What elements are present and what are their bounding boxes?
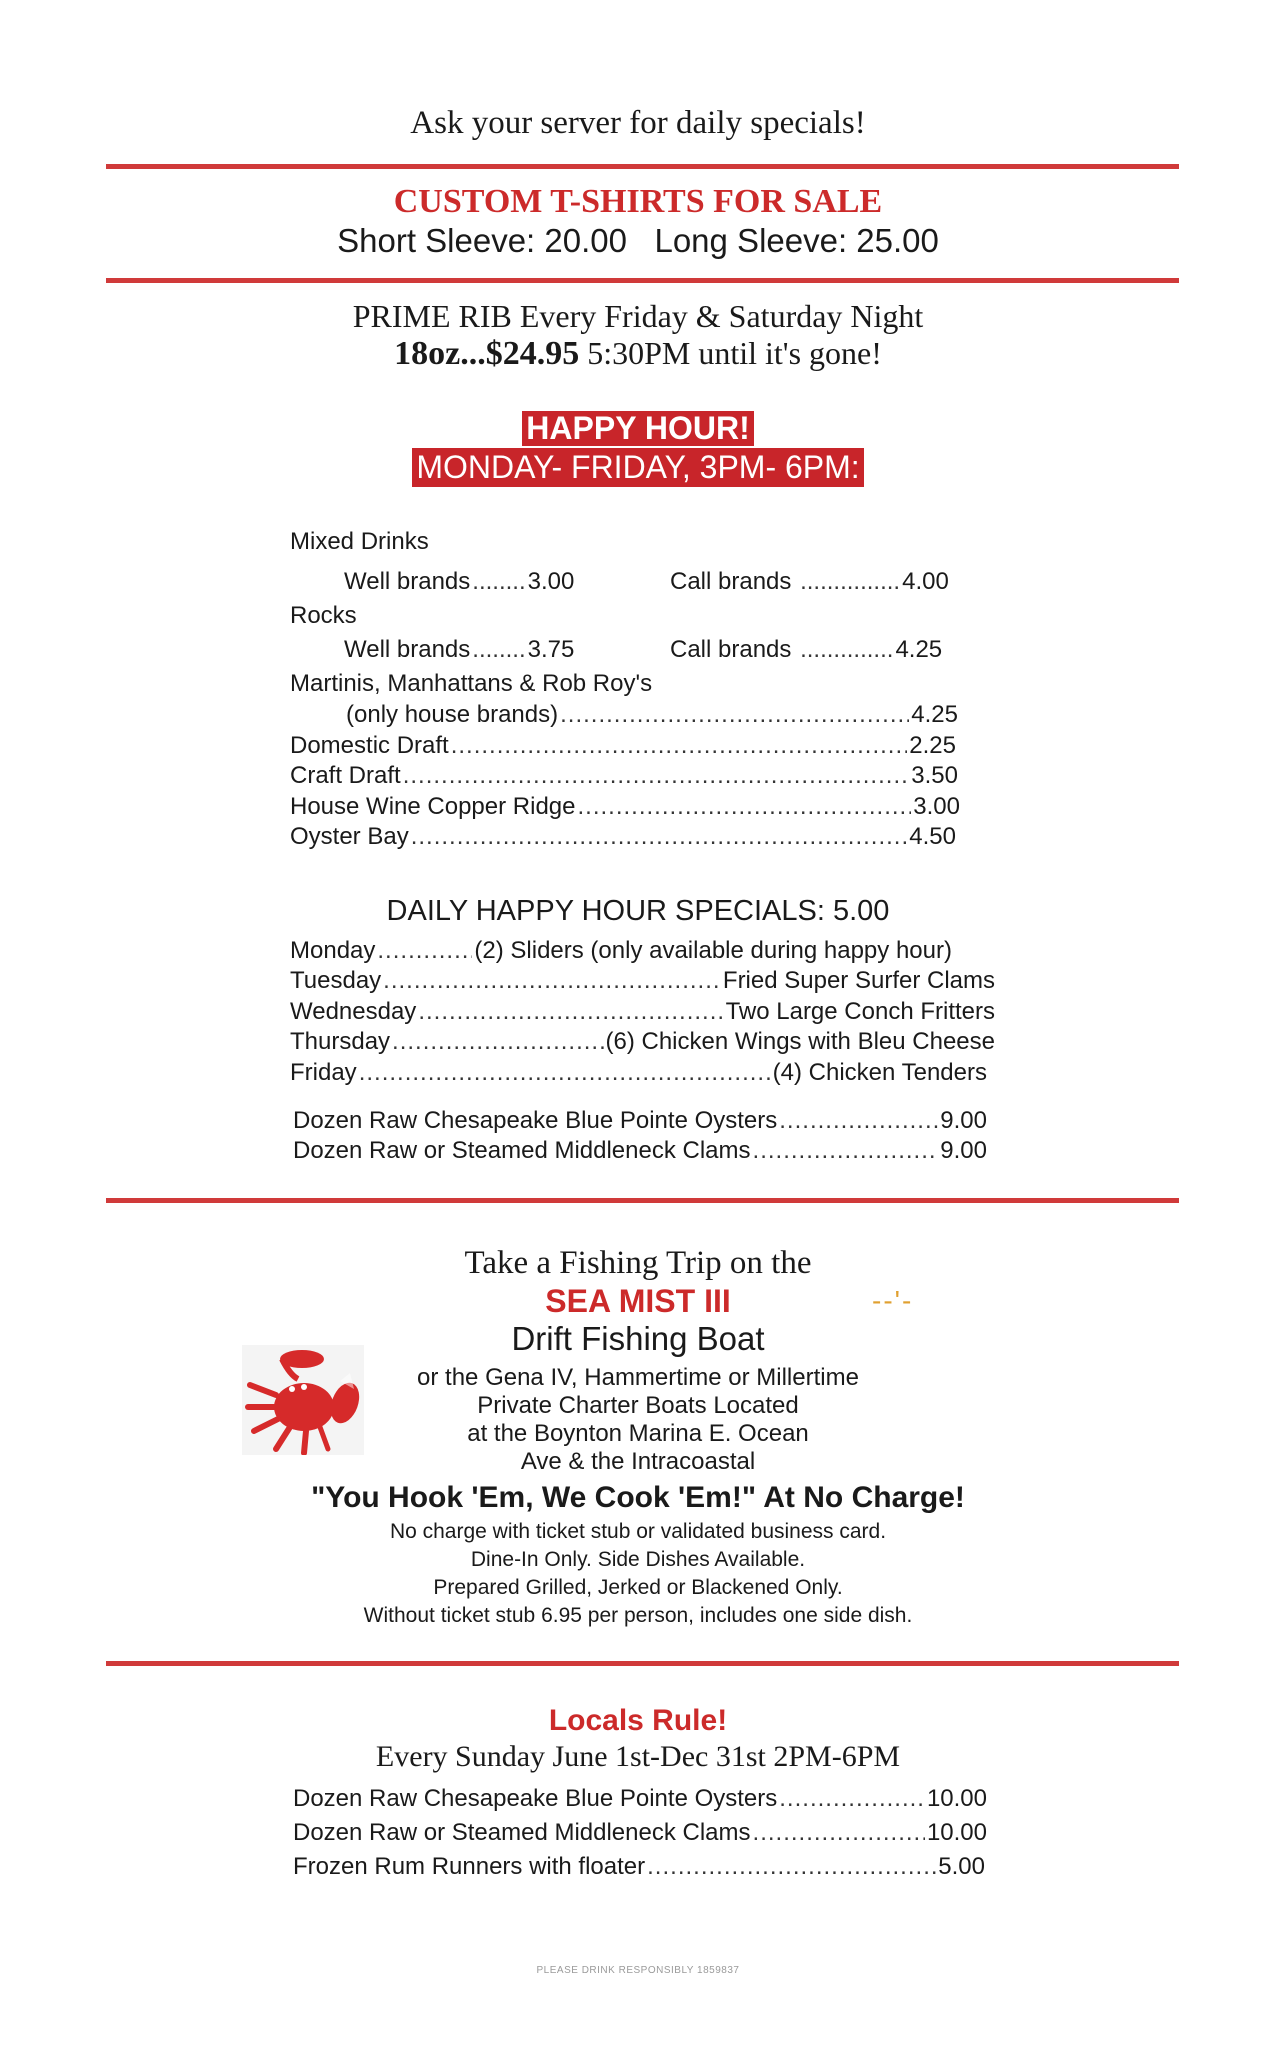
raw-oysters-happy-hour: Dozen Raw Chesapeake Blue Pointe Oysters ..... 9.00 (293, 1106, 987, 1136)
locals-clams: Dozen Raw or Steamed Middleneck Clams ..... 10.00 (293, 1818, 987, 1848)
fishing-line1: or the Gena IV, Hammertime or Millertime (417, 1364, 859, 1391)
boat-name: SEA MIST III (545, 1283, 731, 1319)
fishing-note4: Without ticket stub 6.95 per person, includes one side dish. (363, 1604, 913, 1627)
tshirts-title: CUSTOM T-SHIRTS FOR SALE (393, 183, 883, 220)
drink-item-oyster-bay: Oyster Bay ..... 4.50 (290, 822, 956, 852)
special-monday: Monday ..... (2) Sliders (only available during happy hour) (290, 936, 995, 966)
prime-rib-time: 5:30PM until it's gone! (579, 335, 882, 371)
special-thursday: Thursday ..... (6) Chicken Wings with Bleu Cheese (290, 1027, 995, 1057)
sea-mist-line (0, 1283, 1276, 1320)
locals-rum-runners: Frozen Rum Runners with floater ..... 5.00 (293, 1852, 985, 1882)
mixed-well: Well brands........3.00 (344, 568, 575, 595)
happy-hour-title: HAPPY HOUR! (522, 411, 753, 446)
rocks-call: Call brands ..............4.25 (670, 636, 943, 663)
rocks-well: Well brands........3.75 (344, 636, 575, 663)
daily-specials-title: DAILY HAPPY HOUR SPECIALS: 5.00 (386, 895, 890, 927)
drink-item-house-brands: (only house brands) ..... 4.25 (346, 700, 958, 730)
fishing-note1: No charge with ticket stub or validated business card. (389, 1520, 887, 1543)
mixed-drinks-label: Mixed Drinks (290, 528, 429, 555)
special-wednesday: Wednesday ..... Two Large Conch Fritters (290, 997, 995, 1027)
divider (106, 278, 1179, 283)
footer-note: PLEASE DRINK RESPONSIBLY 1859837 (536, 1965, 740, 1976)
locals-schedule: Every Sunday June 1st-Dec 31st 2PM-6PM (375, 1740, 901, 1773)
locals-oysters: Dozen Raw Chesapeake Blue Pointe Oysters ..... 10.00 (293, 1784, 987, 1814)
happy-hour-days: MONDAY- FRIDAY, 3PM- 6PM: (412, 448, 863, 487)
orange-mark: --'- (872, 1285, 914, 1316)
prime-rib-price-line (0, 335, 1276, 373)
fishing-note2: Dine-In Only. Side Dishes Available. (470, 1548, 806, 1571)
raw-clams-happy-hour: Dozen Raw or Steamed Middleneck Clams ..... 9.00 (293, 1136, 987, 1166)
boat-type: Drift Fishing Boat (511, 1320, 765, 1357)
fishing-note3: Prepared Grilled, Jerked or Blackened Only. (433, 1576, 843, 1599)
locals-title: Locals Rule! (548, 1704, 728, 1737)
divider (106, 1661, 1179, 1666)
mixed-call: Call brands ...............4.00 (670, 568, 949, 595)
drink-item-house-wine: House Wine Copper Ridge ..... 3.00 (290, 792, 960, 822)
fishing-slogan: "You Hook 'Em, We Cook 'Em!" At No Charge! (311, 1481, 965, 1514)
rocks-label: Rocks (290, 602, 357, 629)
fishing-line3: at the Boynton Marina E. Ocean (467, 1420, 809, 1447)
fishing-line2: Private Charter Boats Located (477, 1392, 799, 1419)
fishing-intro: Take a Fishing Trip on the (464, 1245, 812, 1281)
drink-item-domestic-draft: Domestic Draft ..... 2.25 (290, 731, 956, 761)
happy-hour-days-wrap (0, 448, 1276, 487)
happy-hour-title-wrap (0, 410, 1276, 447)
special-tuesday: Tuesday ..... Fried Super Surfer Clams (290, 966, 995, 996)
divider (106, 1198, 1179, 1203)
prime-rib-size-price: 18oz...$24.95 (394, 335, 580, 372)
tshirts-prices: Short Sleeve: 20.00 Long Sleeve: 25.00 (337, 222, 939, 259)
specials-note: Ask your server for daily specials! (410, 105, 866, 141)
drink-item-craft-draft: Craft Draft ..... 3.50 (290, 761, 958, 791)
divider (106, 164, 1179, 169)
prime-rib-line: PRIME RIB Every Friday & Saturday Night (352, 298, 924, 334)
martinis-label: Martinis, Manhattans & Rob Roy's (290, 670, 653, 697)
fishing-line4: Ave & the Intracoastal (520, 1448, 756, 1475)
special-friday: Friday ..... (4) Chicken Tenders (290, 1058, 987, 1088)
